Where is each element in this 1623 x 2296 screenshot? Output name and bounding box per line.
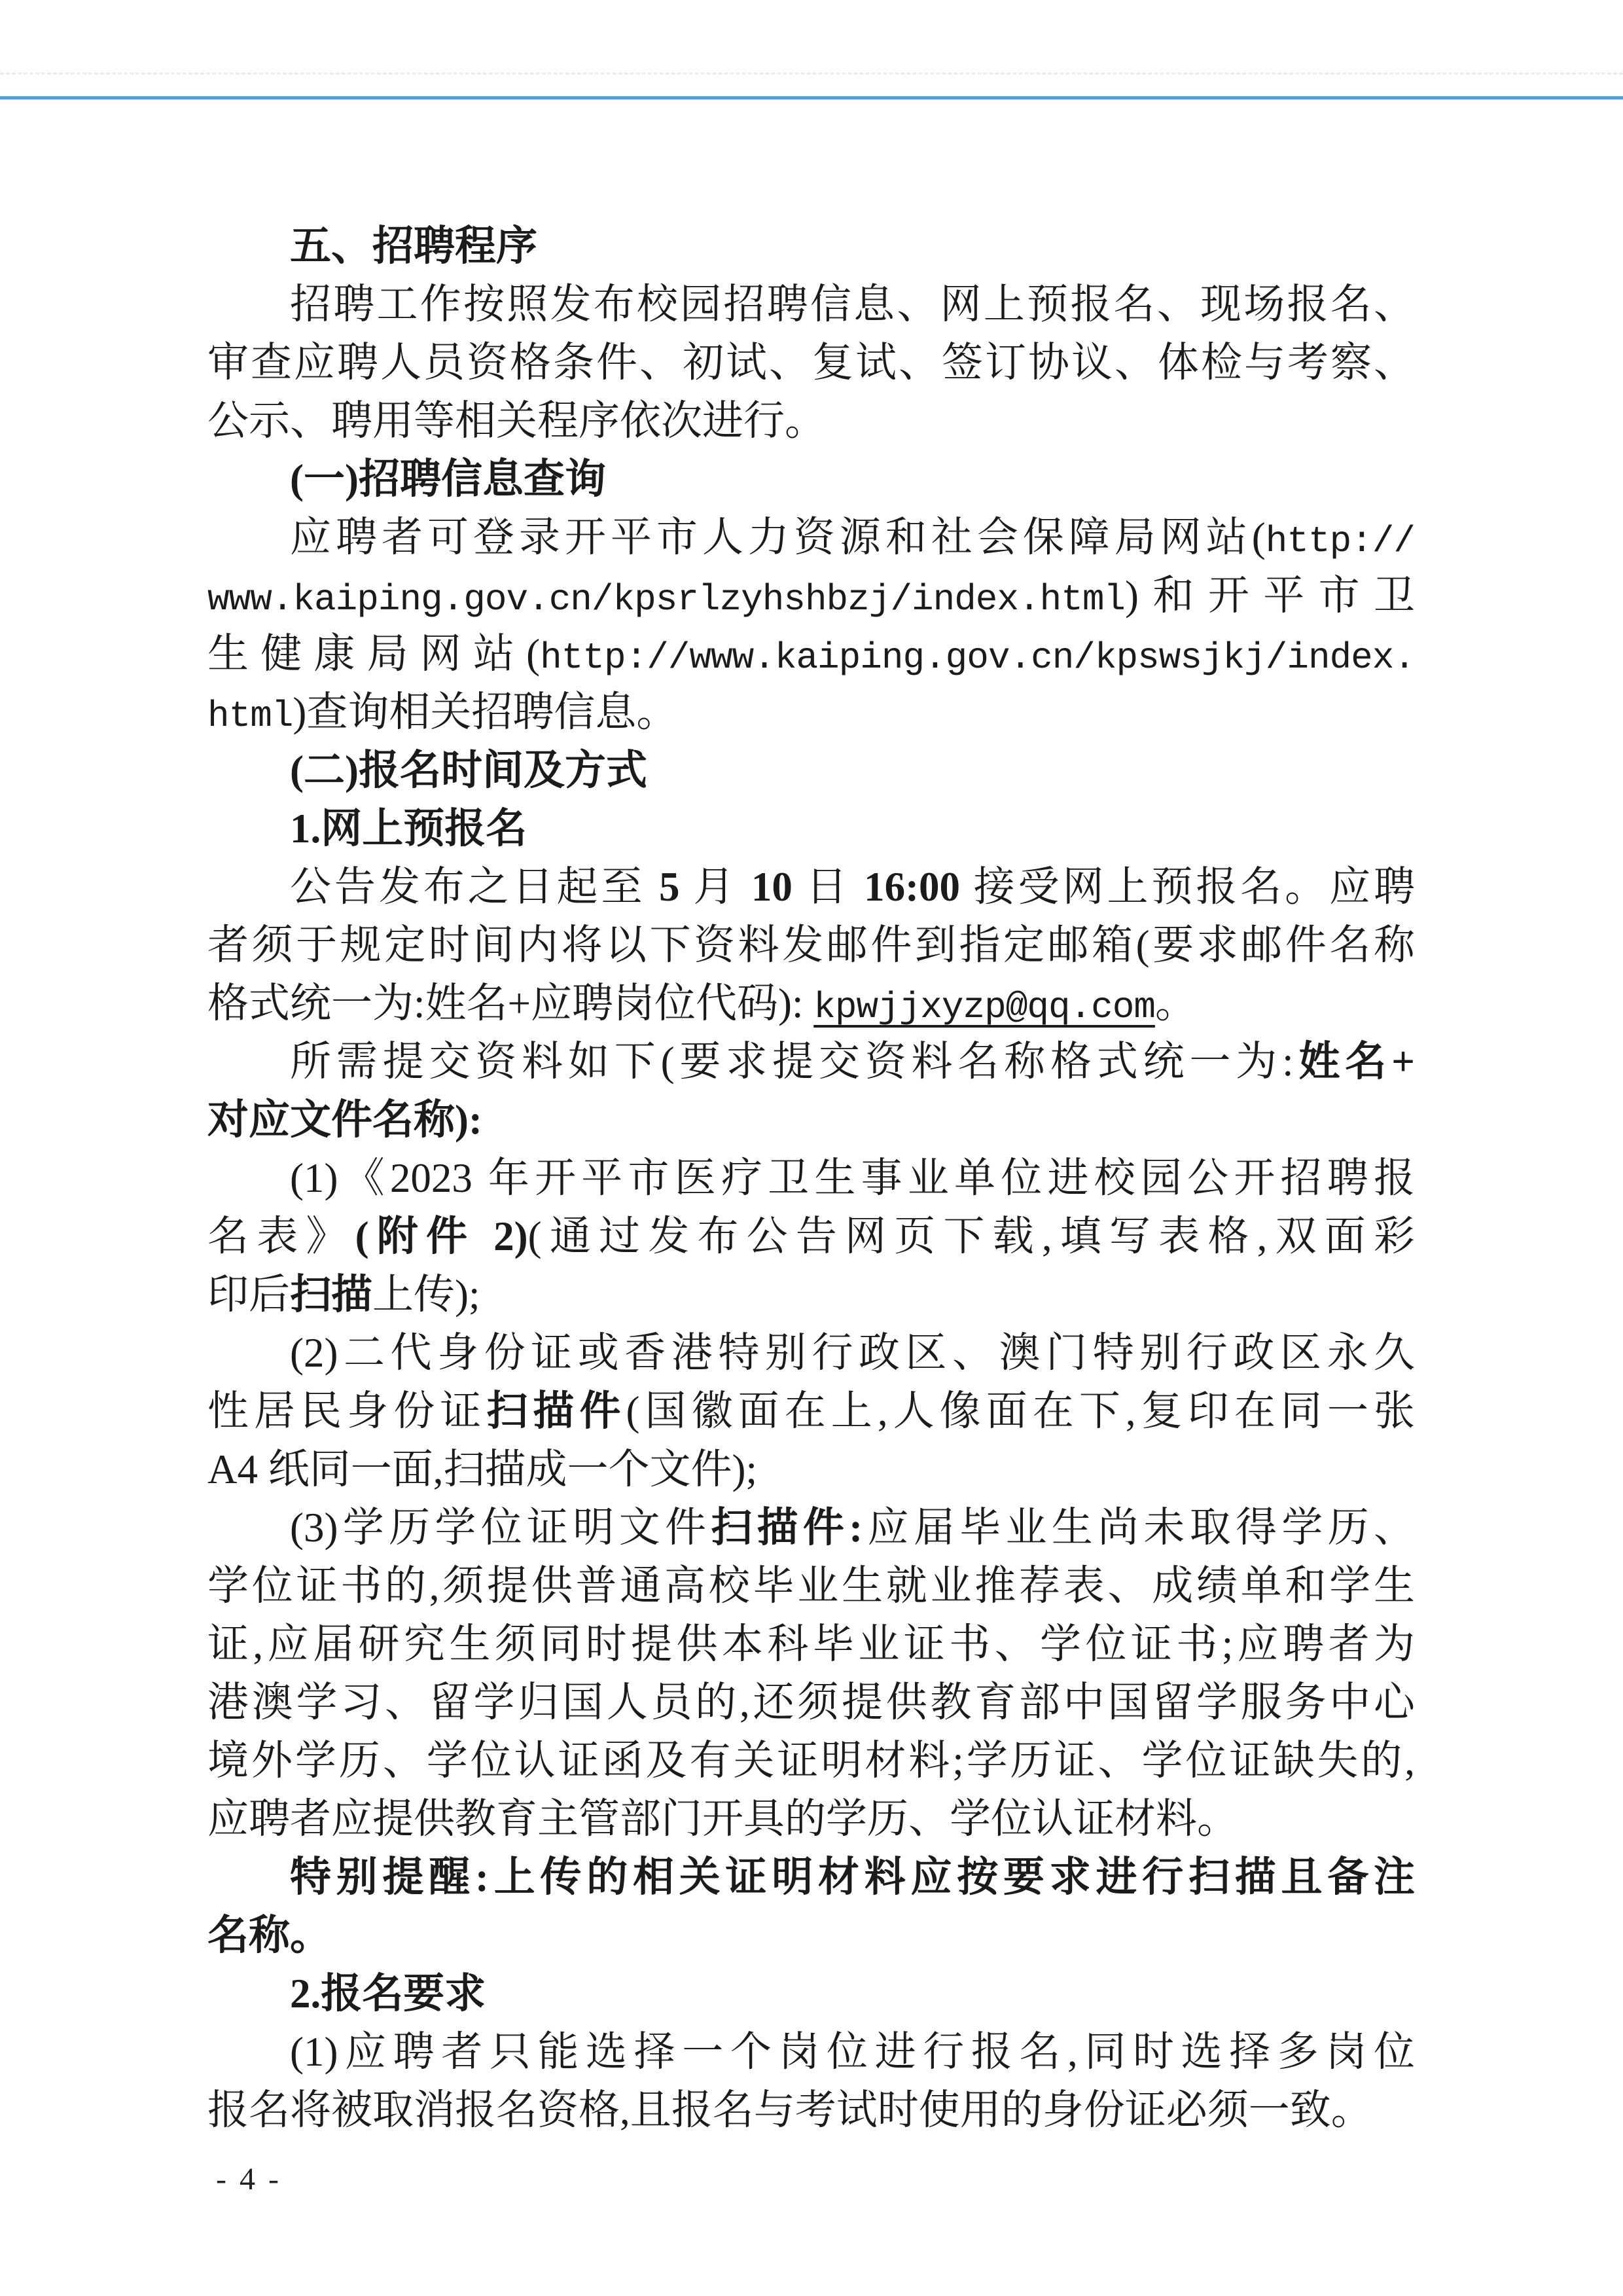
text-line xyxy=(207,1790,1415,1848)
text-segment: 所需提交资料如下(要求提交资料名称格式统一为: xyxy=(290,1039,1294,1085)
text-segment: 扫描件: xyxy=(711,1505,863,1551)
text-segment: 格式统一为:姓名+应聘岗位代码): xyxy=(207,980,814,1026)
text-line xyxy=(207,2023,1415,2081)
text-line xyxy=(207,1732,1415,1790)
text-segment: 学位证书的,须提供普通高校毕业生就业推荐表、成绩单和学生 xyxy=(207,1563,1415,1609)
text-line xyxy=(207,1033,1415,1091)
text-line xyxy=(207,625,1415,683)
url-text: www.kaiping.gov.cn/kpsrlzyhshbzj/index.html xyxy=(207,579,1126,620)
text-line xyxy=(207,1965,1415,2023)
text-segment: 1. xyxy=(290,806,321,852)
text-line xyxy=(207,916,1415,975)
text-segment: 性居民身份证 xyxy=(207,1388,487,1434)
text-segment: 接受网上预报名。应聘 xyxy=(960,864,1416,910)
text-line xyxy=(207,975,1415,1033)
text-segment: 姓名+ xyxy=(1293,1039,1415,1085)
text-segment: 报名要求 xyxy=(321,1971,486,2017)
text-line xyxy=(207,1208,1415,1266)
text-segment: (2)二代身份证或香港特别行政区、澳门特别行政区永久 xyxy=(290,1330,1415,1376)
text-line xyxy=(207,217,1415,276)
text-line xyxy=(207,1499,1415,1557)
text-line xyxy=(207,1266,1415,1324)
text-line xyxy=(207,1907,1415,1965)
text-line xyxy=(207,1149,1415,1208)
url-text: html xyxy=(207,695,293,737)
url-text: http://www.kaiping.gov.cn/kpswsjkj/index. xyxy=(540,637,1415,679)
text-segment: 特别提醒:上传的相关证明材料应按要求进行扫描且备注 xyxy=(290,1854,1415,1900)
text-segment: 10 xyxy=(751,864,793,910)
text-segment: 五、招聘程序 xyxy=(290,223,537,269)
text-line xyxy=(207,2081,1415,2140)
text-segment: 日 xyxy=(792,864,865,910)
text-segment: 扫描件 xyxy=(486,1388,626,1434)
text-segment: (1)应聘者只能选择一个岗位进行报名,同时选择多岗位 xyxy=(290,2029,1415,2075)
text-line xyxy=(207,1674,1415,1732)
text-segment: 港澳学习、留学归国人员的,还须提供教育部中国留学服务中心 xyxy=(207,1679,1415,1725)
text-line xyxy=(207,1557,1415,1615)
text-line xyxy=(207,1848,1415,1907)
text-line xyxy=(207,800,1415,858)
text-segment: 审查应聘人员资格条件、初试、复试、签订协议、体检与考察、 xyxy=(207,340,1415,386)
email-text: kpwjjxyzp@qq.com xyxy=(813,986,1155,1028)
text-segment: 网上预报名 xyxy=(321,806,527,852)
text-line xyxy=(207,509,1415,567)
text-segment: (国徽面在上,人像面在下,复印在同一张 xyxy=(626,1388,1416,1434)
text-line xyxy=(207,858,1415,916)
text-segment: A4 纸同一面,扫描成一个文件); xyxy=(207,1446,757,1492)
header-rule-blue xyxy=(0,96,1623,99)
text-line xyxy=(207,742,1415,800)
text-line xyxy=(207,334,1415,392)
text-line xyxy=(207,567,1415,625)
text-segment: 印后 xyxy=(207,1272,290,1318)
text-segment: 名称。 xyxy=(207,1912,331,1958)
text-segment: 者须于规定时间内将以下资料发邮件到指定邮箱(要求邮件名称 xyxy=(207,922,1415,968)
text-line xyxy=(207,450,1415,509)
text-segment: )和开平市卫 xyxy=(1125,573,1415,619)
document-body xyxy=(207,217,1415,2140)
text-segment: 公告发布之日起至 xyxy=(290,864,660,910)
text-segment: )查询相关招聘信息。 xyxy=(293,689,678,735)
text-segment: 生健康局网站( xyxy=(207,631,541,677)
text-segment: 境外学历、学位认证函及有关证明材料;学历证、学位证缺失的, xyxy=(207,1738,1415,1784)
text-segment: 招聘工作按照发布校园招聘信息、网上预报名、现场报名、 xyxy=(290,281,1415,327)
text-segment: 2. xyxy=(290,1971,321,2017)
text-segment: 证,应届研究生须同时提供本科毕业证书、学位证书;应聘者为 xyxy=(207,1621,1415,1667)
text-segment: (通过发布公告网页下载,填写表格,双面彩 xyxy=(527,1213,1416,1259)
text-segment: 应聘者应提供教育主管部门开具的学历、学位认证材料。 xyxy=(207,1796,1238,1842)
text-line xyxy=(207,1441,1415,1499)
text-line xyxy=(207,1382,1415,1441)
text-segment: 16:00 xyxy=(864,864,961,910)
text-segment: (1)《2023 年开平市医疗卫生事业单位进校园公开招聘报 xyxy=(290,1155,1415,1201)
text-segment: 5 xyxy=(659,864,680,910)
text-line xyxy=(207,683,1415,742)
text-segment: 应届毕业生尚未取得学历、 xyxy=(863,1505,1416,1551)
text-line xyxy=(207,392,1415,450)
page-number: - 4 - xyxy=(216,2162,281,2197)
text-segment: 公示、聘用等相关程序依次进行。 xyxy=(207,398,826,444)
text-segment: 月 xyxy=(679,864,751,910)
text-segment: 报名将被取消报名资格,且报名与考试时使用的身份证必须一致。 xyxy=(207,2087,1372,2133)
url-text: http:// xyxy=(1265,520,1415,562)
text-segment: 上传); xyxy=(372,1272,480,1318)
text-segment: (二)报名时间及方式 xyxy=(290,747,647,793)
text-segment: (附件 2) xyxy=(355,1213,528,1259)
text-segment: 。 xyxy=(1154,980,1196,1026)
text-segment: 名表》 xyxy=(207,1213,355,1259)
text-segment: (3)学历学位证明文件 xyxy=(290,1505,711,1551)
text-line xyxy=(207,1091,1415,1149)
scan-artifact-line xyxy=(0,73,1623,75)
text-line xyxy=(207,276,1415,334)
text-line xyxy=(207,1324,1415,1382)
text-line xyxy=(207,1615,1415,1674)
text-segment: (一)招聘信息查询 xyxy=(290,456,606,502)
text-segment: 对应文件名称): xyxy=(207,1097,482,1143)
text-segment: 扫描 xyxy=(290,1272,372,1318)
text-segment: 应聘者可登录开平市人力资源和社会保障局网站( xyxy=(290,514,1266,560)
